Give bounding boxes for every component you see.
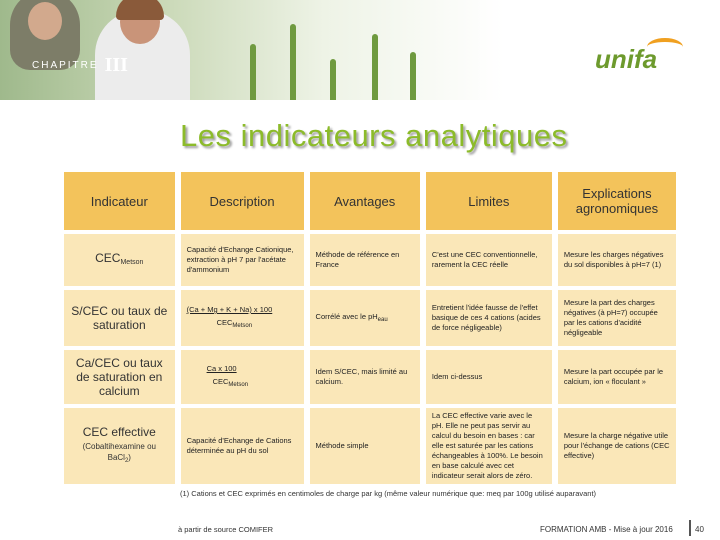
unifa-logo: [595, 38, 685, 78]
sprout-plant: [290, 24, 296, 100]
indicator-note-subscript: 2: [124, 458, 129, 464]
description-cell: [181, 290, 304, 346]
formula-denominator-text: CEC: [216, 318, 233, 327]
indicator-note-text: (Cobaltihexamine ou BaCl: [82, 442, 156, 462]
indicator-note: [70, 441, 169, 467]
explanation-cell: Mesure les charges négatives du sol disponibles à pH=7 (1): [558, 234, 676, 286]
chapter-tag: [32, 54, 128, 76]
advantages-cell: Méthode de référence en France: [310, 234, 420, 286]
column-header-description: Description: [181, 172, 304, 230]
advantages-text: Corrélé avec le pH: [315, 311, 378, 321]
formula-denominator: [187, 318, 298, 331]
logo-text: unifa: [595, 44, 658, 74]
table-header-row: [64, 172, 676, 230]
indicator-name: CEC: [95, 250, 121, 265]
table-row: [64, 234, 676, 286]
footnote: (1) Cations et CEC exprimés en centimoles de charge par kg (même valeur numérique que: meq par 100g utilisé auparavant): [180, 489, 597, 498]
table-row: [64, 290, 676, 346]
sprout-plant: [250, 44, 256, 100]
formula-numerator: (Ca + Mg + K + Na) x 100: [186, 305, 273, 314]
source-credit: à partir de source COMIFER: [178, 525, 274, 534]
table-row: [64, 408, 676, 484]
indicator-note-end: ): [128, 453, 131, 462]
formula-denominator-subscript: Metson: [232, 323, 253, 329]
indicator-cell: Ca/CEC ou taux de saturation en calcium: [64, 350, 175, 404]
photo-person-right-hair: [116, 0, 164, 20]
indicator-cell: [64, 408, 175, 484]
advantages-cell: Idem S/CEC, mais limité au calcium.: [310, 350, 420, 404]
explanation-cell: Mesure la part des charges négatives (à pH=7) occupée par les cations d'acidité négligeable: [558, 290, 676, 346]
table-row: [64, 350, 676, 404]
page-number: 40: [695, 525, 704, 534]
limits-cell: La CEC effective varie avec le pH. Elle ne peut pas servir au calcul du besoin en bases : car elle est saturée par les cations échangeables à 100%. Le besoin en base calculé avec cet indicateur serait alors de zéro.: [426, 408, 552, 484]
formula-denominator-text: CEC: [212, 377, 229, 386]
indicators-table: [58, 168, 682, 488]
explanation-cell: Mesure la charge négative utile pour l'échange de cations (CEC effective): [558, 408, 676, 484]
formula-numerator: Ca x 100: [206, 364, 237, 373]
column-header-avantages: Avantages: [310, 172, 420, 230]
page-title: Les indicateurs analytiques: [180, 118, 568, 153]
sprout-plant: [372, 34, 378, 100]
footer-label: FORMATION AMB - Mise à jour 2016: [540, 525, 673, 534]
limits-cell: Entretient l'idée fausse de l'effet basique de ces 4 cations (acides de force négligeable): [426, 290, 552, 346]
chapter-number: III: [104, 54, 128, 76]
limits-cell: Idem ci-dessus: [426, 350, 552, 404]
description-cell: Capacité d'Echange Cationique, extraction à pH 7 par l'acétate d'ammonium: [181, 234, 304, 286]
indicator-subscript: Metson: [120, 258, 144, 266]
description-cell: Capacité d'Echange de Cations déterminée au pH du sol: [181, 408, 304, 484]
formula-denominator-subscript: Metson: [228, 382, 249, 388]
column-header-explications: Explications agronomiques: [558, 172, 676, 230]
advantages-cell: [310, 290, 420, 346]
advantages-cell: Méthode simple: [310, 408, 420, 484]
column-header-indicateur: Indicateur: [64, 172, 175, 230]
advantages-subscript: eau: [377, 316, 388, 323]
formula-denominator: [187, 377, 298, 390]
sprout-plant: [330, 59, 336, 100]
indicator-name: CEC effective: [82, 425, 156, 439]
chapter-label: CHAPITRE: [32, 59, 99, 71]
description-cell: [181, 350, 304, 404]
explanation-cell: Mesure la part occupée par le calcium, ion « floculant »: [558, 350, 676, 404]
column-header-limites: Limites: [426, 172, 552, 230]
sprout-plant: [410, 52, 416, 100]
photo-person-left-head: [28, 2, 62, 40]
page-divider: [689, 520, 691, 536]
limits-cell: C'est une CEC conventionnelle, rarement la CEC réelle: [426, 234, 552, 286]
indicator-cell: S/CEC ou taux de saturation: [64, 290, 175, 346]
indicator-cell: [64, 234, 175, 286]
